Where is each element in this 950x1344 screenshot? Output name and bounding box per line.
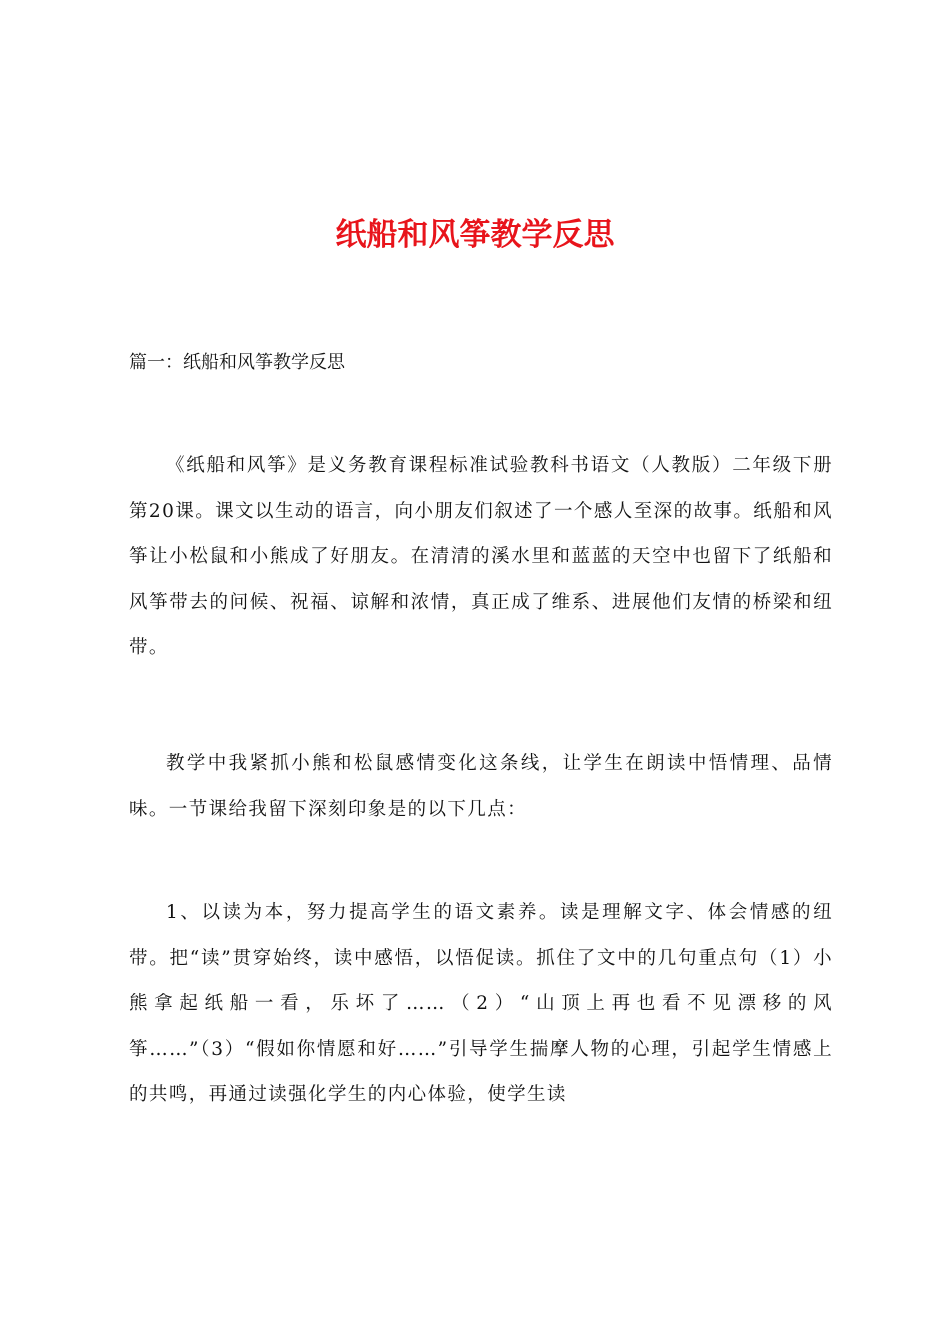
paragraph-intro: 《纸船和风筝》是义务教育课程标准试验教科书语文（人教版）二年级下册第20课。课文以生动的语言，向小朋友们叙述了一个感人至深的故事。纸船和风筝让小松鼠和小熊成了好朋友。在清清的溪水里和蓝蓝的天空中也留下了纸船和风筝带去的问候、祝福、谅解和浓情，真正成了维系、进展他们友情的桥梁和纽带。 <box>129 455 833 658</box>
paragraph-point-1: 1、以读为本，努力提高学生的语文素养。读是理解文字、体会情感的纽带。把“读”贯穿始终，读中感悟，以悟促读。抓住了文中的几句重点句（1）小熊拿起纸船一看，乐坏了……（2）“山顶上再也看不见漂移的风筝……”（3）“假如你情愿和好……”引导学生揣摩人物的心理，引起学生情感上的共鸣，再通过读强化学生的内心体验，使学生读 <box>129 902 833 1105</box>
section-heading: 篇一：纸船和风筝教学反思 <box>129 352 345 373</box>
paragraph-teaching: 教学中我紧抓小熊和松鼠感情变化这条线，让学生在朗读中悟情理、品情味。一节课给我留下深刻印象是的以下几点： <box>129 753 833 820</box>
document-title: 纸船和风筝教学反思 <box>335 217 615 253</box>
